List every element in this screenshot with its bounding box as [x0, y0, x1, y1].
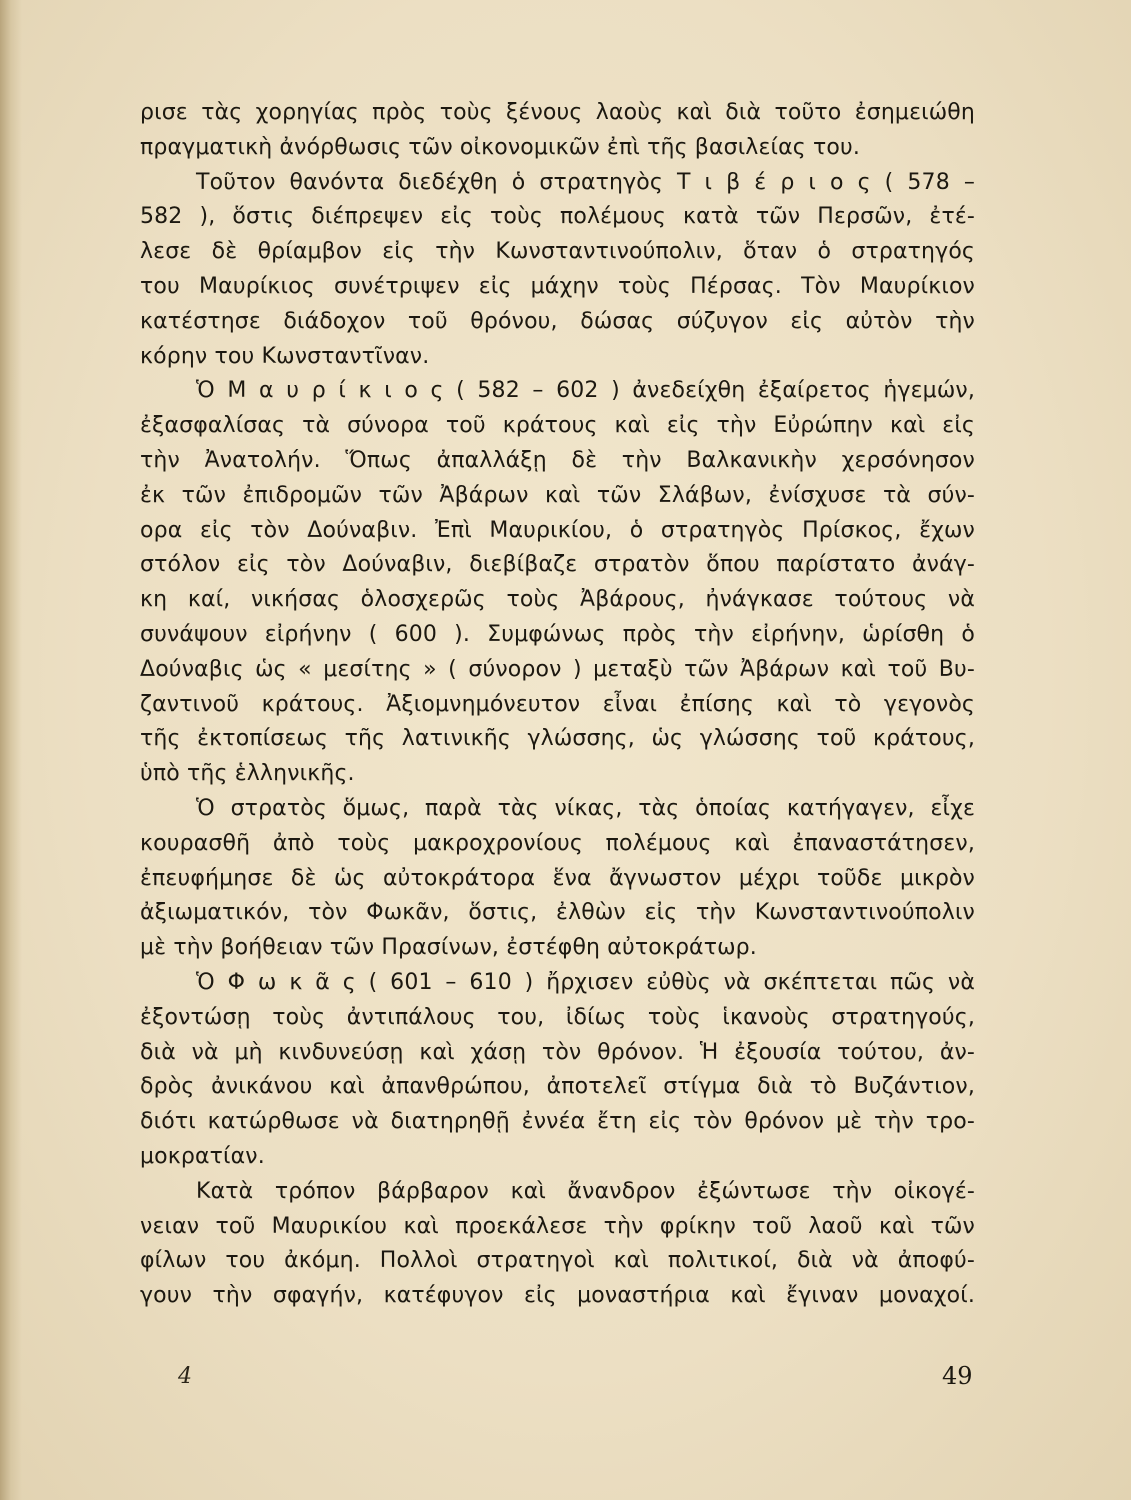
text-line: ἐξοντώσῃ τοὺς ἀντιπάλους του, ἰδίως τοὺς ἱκανοὺς στρατηγούς, [140, 1004, 975, 1030]
text-line: ἐπευφήμησε δὲ ὡς αὐτοκράτορα ἕνα ἄγνωστον μέχρι τοῦδε μικρὸν [140, 865, 975, 891]
spine-shadow [0, 0, 22, 1500]
text-line: Τοῦτον θανόντα διεδέχθη ὁ στρατηγὸς Τ ι β έ ρ ι ο ς ( 578 – [196, 169, 975, 195]
text-line: γουν τὴν σφαγήν, κατέφυγον εἰς μοναστήρια καὶ ἔγιναν μοναχοί. [140, 1283, 975, 1309]
text-line: ὑπὸ τῆς ἑλληνικῆς. [140, 761, 355, 787]
text-line: πραγματικὴ ἀνόρθωσις τῶν οἰκονομικῶν ἐπὶ τῆς βασιλείας του. [140, 134, 860, 160]
text-line: ορα εἰς τὸν Δούναβιν. Ἐπὶ Μαυρικίου, ὁ στρατηγὸς Πρίσκος, ἔχων [140, 517, 975, 543]
text-line: Ὁ Φ ω κ ᾶ ς ( 601 – 610 ) ἤρχισεν εὐθὺς νὰ σκέπτεται πῶς νὰ [196, 969, 975, 995]
text-line: Ὁ Μ α υ ρ ί κ ι ο ς ( 582 – 602 ) ἀνεδείχθη ἐξαίρετος ἡγεμών, [196, 378, 975, 404]
text-line: συνάψουν εἰρήνην ( 600 ). Συμφώνως πρὸς τὴν εἰρήνην, ὡρίσθη ὁ [140, 621, 975, 647]
text-line: φίλων του ἀκόμη. Πολλοὶ στρατηγοὶ καὶ πολιτικοί, διὰ νὰ ἀποφύ- [140, 1248, 975, 1274]
text-line: δρὸς ἀνικάνου καὶ ἀπανθρώπου, ἀποτελεῖ στίγμα διὰ τὸ Βυζάντιον, [140, 1074, 975, 1100]
text-line: στόλον εἰς τὸν Δούναβιν, διεβίβαζε στρατὸν ὅπου παρίστατο ἀνάγ- [140, 552, 975, 578]
text-line: τῆς ἐκτοπίσεως τῆς λατινικῆς γλώσσης, ὡς γλώσσης τοῦ κράτους, [140, 726, 975, 752]
text-line: ζαντινοῦ κράτους. Ἀξιομνημόνευτον εἶναι ἐπίσης καὶ τὸ γεγονὸς [140, 691, 975, 717]
text-line: ἐκ τῶν ἐπιδρομῶν τῶν Ἀβάρων καὶ τῶν Σλάβων, ἐνίσχυσε τὰ σύν- [140, 482, 975, 508]
text-line: Κατὰ τρόπον βάρβαρον καὶ ἄνανδρον ἐξώντωσε τὴν οἰκογέ- [196, 1178, 975, 1204]
text-line: ἀξιωματικόν, τὸν Φωκᾶν, ὅστις, ἐλθὼν εἰς τὴν Κωνσταντινούπολιν [140, 900, 975, 926]
text-line: διότι κατώρθωσε νὰ διατηρηθῇ ἐννέα ἔτη εἰς τὸν θρόνον μὲ τὴν τρο- [140, 1109, 975, 1135]
signature-mark: 4 [178, 1364, 192, 1389]
text-line: κη καί, νικήσας ὁλοσχερῶς τοὺς Ἀβάρους, ἠνάγκασε τούτους νὰ [140, 587, 975, 613]
text-line: κατέστησε διάδοχον τοῦ θρόνου, δώσας σύζυγον εἰς αὐτὸν τὴν [140, 308, 975, 334]
text-line: 582 ), ὅστις διέπρεψεν εἰς τοὺς πολέμους κατὰ τῶν Περσῶν, ἐτέ- [140, 204, 975, 230]
text-line: κόρην του Κωνσταντῖναν. [140, 343, 430, 369]
text-line: Ὁ στρατὸς ὅμως, παρὰ τὰς νίκας, τὰς ὁποίας κατήγαγεν, εἶχε [196, 795, 975, 821]
text-line: Δούναβις ὡς « μεσίτης » ( σύνορον ) μεταξὺ τῶν Ἀβάρων καὶ τοῦ Βυ- [140, 656, 975, 682]
text-line: νειαν τοῦ Μαυρικίου καὶ προεκάλεσε τὴν φρίκην τοῦ λαοῦ καὶ τῶν [140, 1213, 975, 1239]
text-line: τὴν Ἀνατολήν. Ὅπως ἀπαλλάξῃ δὲ τὴν Βαλκανικὴν χερσόνησον [140, 447, 975, 473]
text-line: διὰ νὰ μὴ κινδυνεύσῃ καὶ χάσῃ τὸν θρόνον. Ἡ ἐξουσία τούτου, ἀν- [140, 1039, 975, 1065]
text-line: ἐξασφαλίσας τὰ σύνορα τοῦ κράτους καὶ εἰς τὴν Εὐρώπην καὶ εἰς [140, 413, 975, 439]
text-line: μὲ τὴν βοήθειαν τῶν Πρασίνων, ἐστέφθη αὐτοκράτωρ. [140, 935, 757, 961]
page-number: 49 [942, 1362, 973, 1390]
text-line: κουρασθῆ ἀπὸ τοὺς μακροχρονίους πολέμους καὶ ἐπαναστάτησεν, [140, 830, 975, 856]
text-line: λεσε δὲ θρίαμβον εἰς τὴν Κωνσταντινούπολιν, ὅταν ὁ στρατηγός [140, 239, 975, 265]
text-line: του Μαυρίκιος συνέτριψεν εἰς μάχην τοὺς Πέρσας. Τὸν Μαυρίκιον [140, 273, 975, 299]
text-line: μοκρατίαν. [140, 1143, 265, 1169]
text-line: ρισε τὰς χορηγίας πρὸς τοὺς ξένους λαοὺς καὶ διὰ τοῦτο ἐσημειώθη [140, 100, 975, 125]
body-text [140, 96, 975, 1314]
